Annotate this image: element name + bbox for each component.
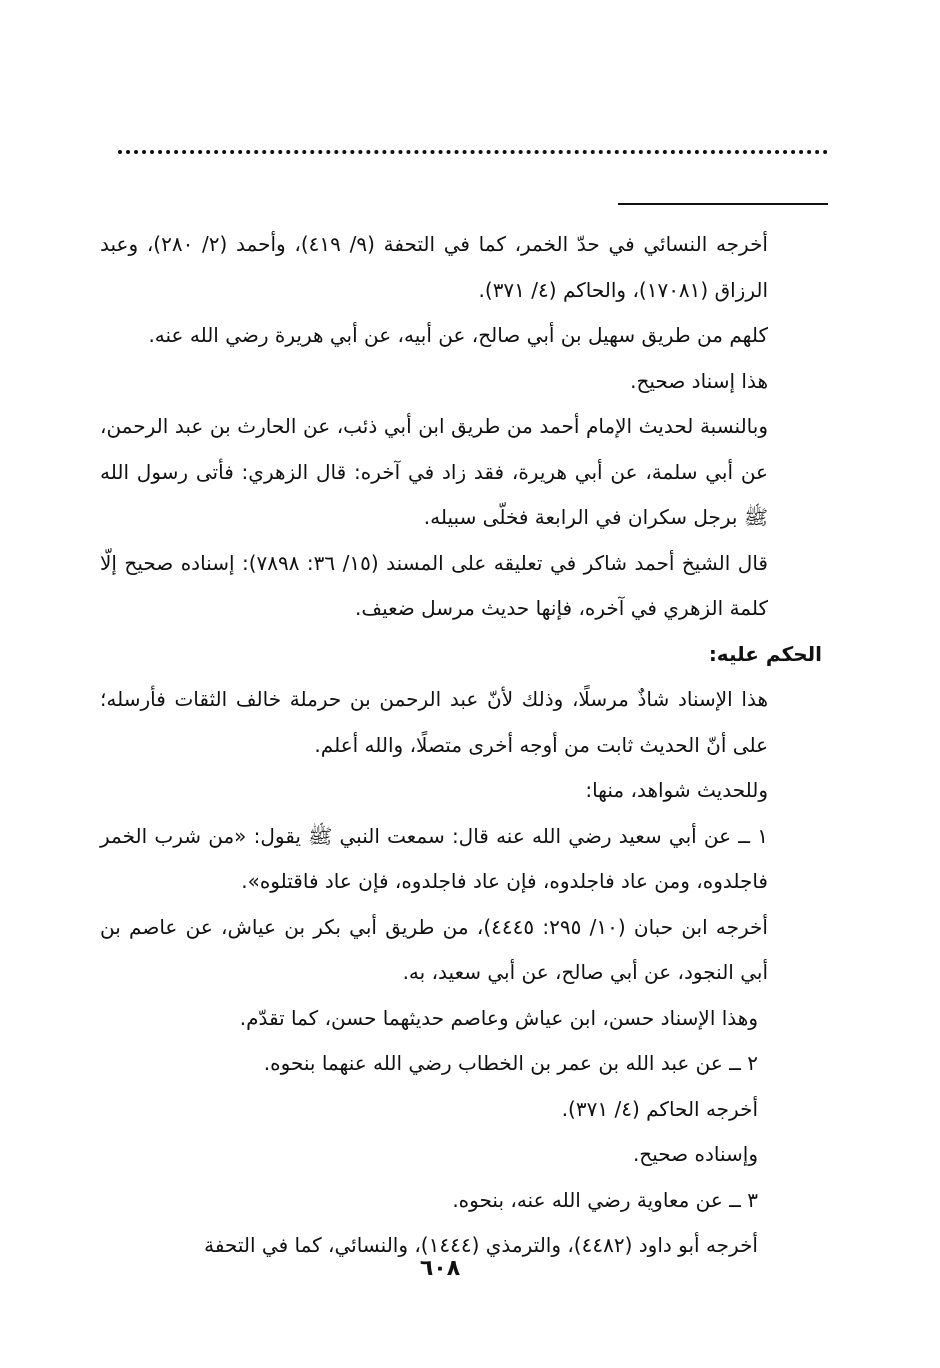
list-item-witness-1: ١ ــ عن أبي سعيد رضي الله عنه قال: سمعت النبي ﷺ يقول: «من شرب الخمر فاجلدوه، ومن عاد فاجلدوه، فإن عاد فاجلدوه، فإن عاد فاقتلوه».	[100, 823, 768, 893]
paragraph-chain-sahih: وإسناده صحيح.	[632, 1142, 758, 1166]
paragraph-ibn-hibban: أخرجه ابن حبان (١٠/ ٢٩٥: ٤٤٤٥)، من طريق أبي بكر بن عياش، عن عاصم بن أبي النجود، عن أبي صالح، عن أبي سعيد، به.	[100, 914, 768, 984]
paragraph-ahmad-narration: وبالنسبة لحديث الإمام أحمد من طريق ابن أبي ذئب، عن الحارث بن عبد الرحمن، عن أبي سلمة، عن أبي هريرة، فقد زاد في آخره: قال الزهري: فأتى رسول الله ﷺ برجل سكران في الرابعة فخلّى سبيله.	[100, 414, 768, 529]
paragraph-common-chain: كلهم من طريق سهيل بن أبي صالح، عن أبيه، عن أبي هريرة رضي الله عنه.	[148, 323, 768, 347]
page-body	[100, 222, 822, 1269]
list-item-witness-2: ٢ ــ عن عبد الله بن عمر بن الخطاب رضي الله عنهما بنحوه.	[263, 1051, 758, 1075]
paragraph-shakir-comment: قال الشيخ أحمد شاكر في تعليقه على المسند (١٥/ ٣٦: ٧٨٩٨): إسناده صحيح إلّا كلمة الزهري في آخره، فإنها حديث مرسل ضعيف.	[100, 550, 768, 620]
paragraph-takhrij-nasai: أخرجه النسائي في حدّ الخمر، كما في التحفة (٩/ ٤١٩)، وأحمد (٢/ ٢٨٠)، وعبد الرزاق (١٧٠٨١)، والحاكم (٤/ ٣٧١).	[100, 232, 768, 302]
footnote-separator	[618, 203, 828, 205]
paragraph-abu-dawud: أخرجه أبو داود (٤٤٨٢)، والترمذي (١٤٤٤)، والنسائي، كما في التحفة	[204, 1233, 758, 1257]
paragraph-chain-hasan: وهذا الإسناد حسن، ابن عياش وعاصم حديثهما حسن، كما تقدّم.	[239, 1005, 758, 1030]
paragraph-witnesses-intro: وللحديث شواهد، منها:	[585, 778, 768, 802]
paragraph-chain-verdict: هذا إسناد صحيح.	[630, 368, 768, 393]
dotted-separator	[118, 150, 828, 154]
paragraph-hakim: أخرجه الحاكم (٤/ ٣٧١).	[561, 1096, 758, 1121]
paragraph-ruling-text: هذا الإسناد شاذٌ مرسلًا، وذلك لأنّ عبد الرحمن بن حرملة خالف الثقات فأرسله؛ على أنّ الحديث ثابت من أوجه أخرى متصلًا، والله أعلم.	[100, 687, 768, 757]
list-item-witness-3: ٣ ــ عن معاوية رضي الله عنه، بنحوه.	[452, 1187, 758, 1212]
section-heading-ruling: الحكم عليه:	[708, 641, 822, 666]
page-number: ٦٠٨	[419, 1256, 461, 1281]
